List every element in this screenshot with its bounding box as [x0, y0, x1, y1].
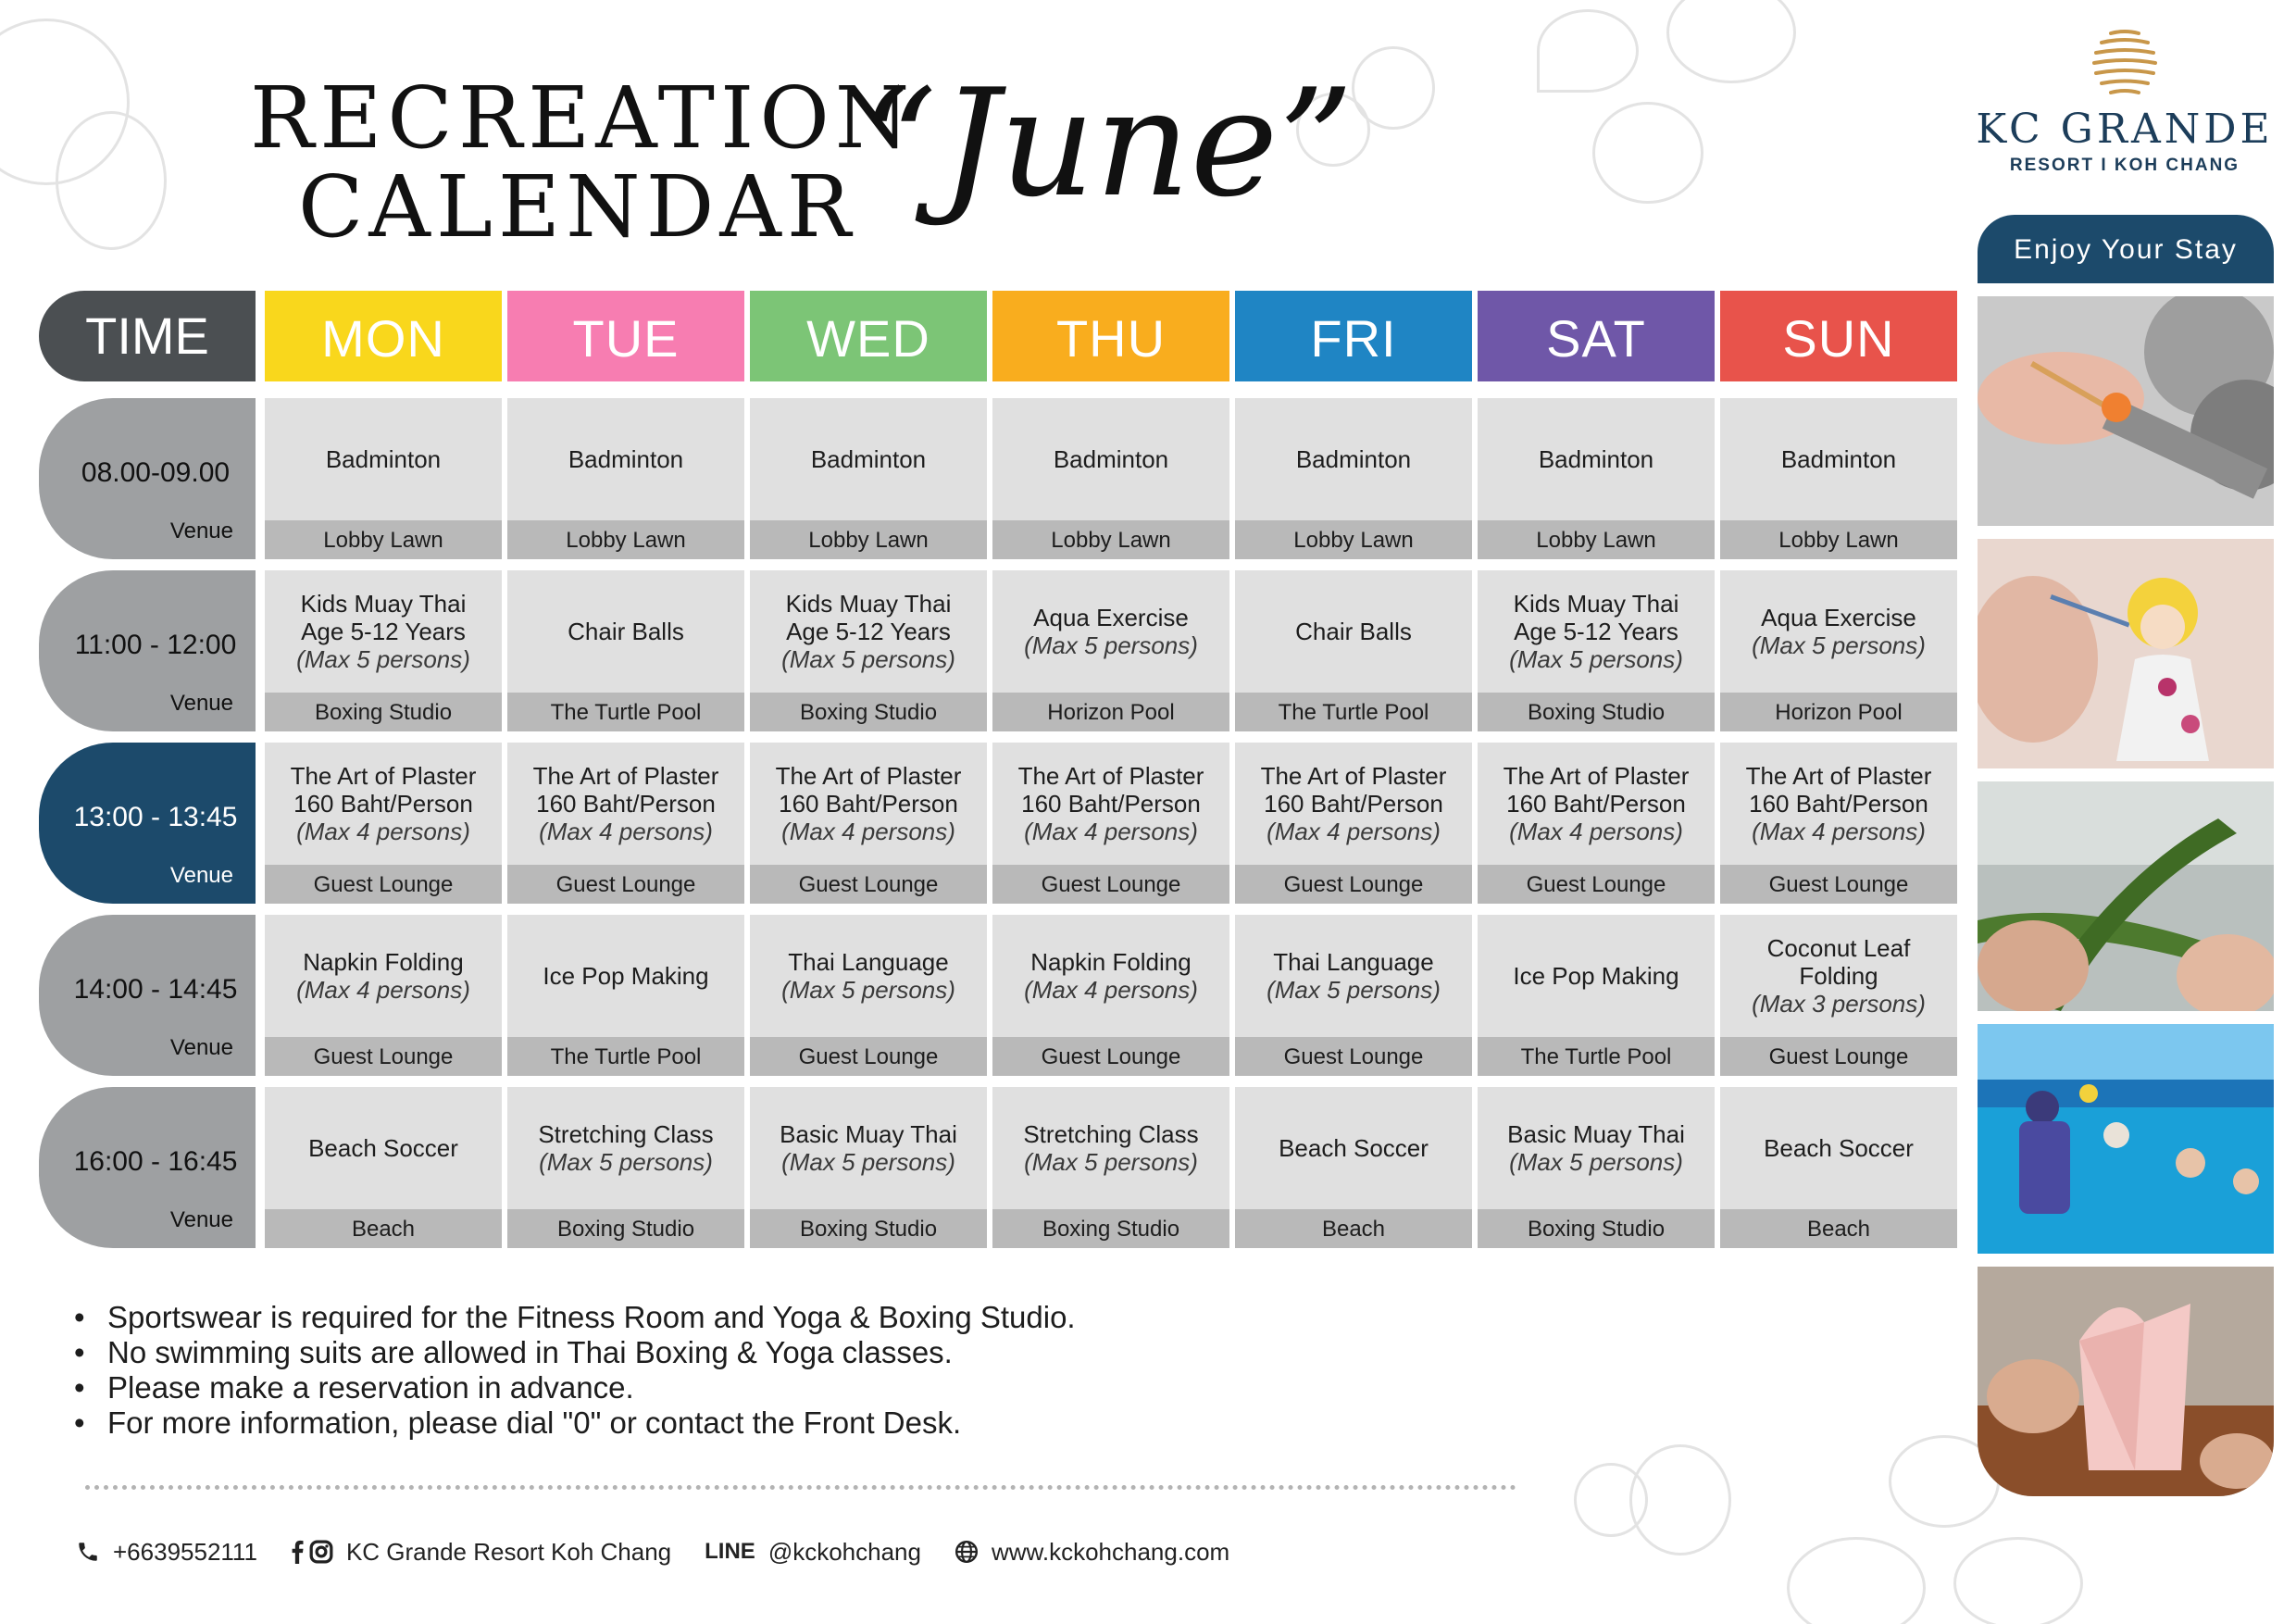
day-header-tue: TUE	[507, 291, 744, 381]
activity-name: Aqua Exercise	[1761, 604, 1916, 631]
activity-capacity: (Max 5 persons)	[781, 976, 955, 1004]
activity-name: Napkin Folding	[1030, 948, 1192, 976]
venue-label: Venue	[169, 691, 233, 716]
activity-cell-thu	[992, 1087, 1229, 1248]
day-header-wed: WED	[750, 291, 987, 381]
activity-name: Age 5-12 Years	[301, 618, 466, 645]
note-item: • For more information, please dial "0" or contact the Front Desk.	[70, 1405, 1076, 1441]
activity-info	[992, 1087, 1229, 1209]
activity-venue: Guest Lounge	[1478, 865, 1715, 904]
activity-venue: Guest Lounge	[1720, 865, 1957, 904]
activity-cell-sat	[1478, 398, 1715, 559]
activity-cell-sun	[1720, 570, 1957, 731]
activity-name: 160 Baht/Person	[1021, 790, 1201, 818]
activity-venue: Guest Lounge	[1235, 865, 1472, 904]
activity-info	[992, 743, 1229, 865]
activity-venue: Guest Lounge	[750, 865, 987, 904]
venue-label: Venue	[169, 1035, 233, 1060]
activity-name: Badminton	[1053, 445, 1169, 473]
time-slot	[39, 1087, 256, 1248]
decorative-flower	[1592, 102, 1703, 204]
activity-capacity: (Max 4 persons)	[539, 818, 713, 845]
activity-cell-sun	[1720, 398, 1957, 559]
activity-name: Coconut Leaf	[1766, 934, 1911, 962]
venue-label: Venue	[169, 518, 233, 543]
activity-name: Ice Pop Making	[543, 962, 709, 990]
activity-venue: The Turtle Pool	[507, 1037, 744, 1076]
activity-cell-wed	[750, 743, 987, 904]
activity-info	[992, 915, 1229, 1037]
line-id: @kckohchang	[767, 1537, 921, 1566]
activity-name: Beach Soccer	[1279, 1134, 1429, 1162]
activity-cell-tue	[507, 570, 744, 731]
activity-name: Badminton	[1538, 445, 1654, 473]
activity-venue: The Turtle Pool	[507, 693, 744, 731]
activity-capacity: (Max 4 persons)	[1024, 818, 1198, 845]
activity-info	[265, 570, 502, 693]
decorative-flower	[1537, 9, 1639, 93]
activity-venue: Lobby Lawn	[1235, 520, 1472, 559]
activity-venue: Beach	[265, 1209, 502, 1248]
activity-venue: Guest Lounge	[507, 865, 744, 904]
activity-capacity: (Max 4 persons)	[781, 818, 955, 845]
activity-cell-tue	[507, 743, 744, 904]
photo-aqua-exercise	[1978, 1024, 2274, 1254]
time-slot	[39, 570, 256, 731]
activity-name: Ice Pop Making	[1513, 962, 1679, 990]
venue-label: Venue	[169, 1207, 233, 1232]
activity-info	[1720, 570, 1957, 693]
activity-cell-mon	[265, 398, 502, 559]
globe-icon	[955, 1540, 979, 1564]
activity-venue: Guest Lounge	[1720, 1037, 1957, 1076]
activity-venue: Boxing Studio	[507, 1209, 744, 1248]
activity-venue: Guest Lounge	[992, 865, 1229, 904]
day-header-thu: THU	[992, 291, 1229, 381]
activity-name: Kids Muay Thai	[300, 590, 467, 618]
activity-capacity: (Max 4 persons)	[1752, 818, 1926, 845]
brand-block	[1972, 28, 2277, 176]
activity-capacity: (Max 5 persons)	[781, 645, 955, 673]
note-item: • Sportswear is required for the Fitness Room and Yoga & Boxing Studio.	[70, 1300, 1076, 1335]
website-url: www.kckohchang.com	[991, 1537, 1230, 1566]
activity-cell-sat	[1478, 1087, 1715, 1248]
activity-info	[265, 398, 502, 520]
activity-venue: Boxing Studio	[750, 693, 987, 731]
activity-info	[750, 1087, 987, 1209]
time-slot-label: 13:00 - 13:45	[73, 802, 238, 832]
activity-cell-wed	[750, 570, 987, 731]
activity-name: 160 Baht/Person	[1749, 790, 1928, 818]
activity-name: 160 Baht/Person	[536, 790, 716, 818]
line-label: LINE	[705, 1539, 755, 1564]
activity-venue: Horizon Pool	[992, 693, 1229, 731]
phone-contact[interactable]	[76, 1538, 257, 1567]
note-item: • No swimming suits are allowed in Thai Boxing & Yoga classes.	[70, 1335, 1076, 1370]
time-slot-label: 08.00-09.00	[81, 457, 231, 488]
activity-cell-fri	[1235, 570, 1472, 731]
photo-napkin-folding	[1978, 1267, 2274, 1496]
activity-venue: Guest Lounge	[265, 865, 502, 904]
brand-subtitle: RESORT I KOH CHANG	[2009, 156, 2240, 175]
decorative-flower	[1953, 1537, 2083, 1624]
activity-info	[1720, 1087, 1957, 1209]
activity-capacity: (Max 5 persons)	[296, 645, 470, 673]
activity-name: The Art of Plaster	[1017, 762, 1204, 790]
title-line-1: RECREATION	[250, 69, 916, 168]
photo-plaster-painting	[1978, 539, 2274, 768]
activity-cell-sat	[1478, 743, 1715, 904]
activity-name: Chair Balls	[1295, 618, 1412, 645]
activity-name: Basic Muay Thai	[1507, 1120, 1685, 1148]
activity-info	[1235, 570, 1472, 693]
activity-name: Age 5-12 Years	[1514, 618, 1678, 645]
activity-cell-tue	[507, 1087, 744, 1248]
activity-cell-mon	[265, 915, 502, 1076]
activity-venue: Beach	[1720, 1209, 1957, 1248]
activity-venue: Guest Lounge	[992, 1037, 1229, 1076]
activity-name: The Art of Plaster	[290, 762, 477, 790]
activity-cell-fri	[1235, 398, 1472, 559]
activity-info	[1478, 1087, 1715, 1209]
time-slot-label: 16:00 - 16:45	[73, 1146, 238, 1177]
activity-name: The Art of Plaster	[775, 762, 962, 790]
activity-info	[1720, 915, 1957, 1037]
activity-info	[1235, 398, 1472, 520]
time-column-header: TIME	[39, 291, 256, 381]
day-header-fri: FRI	[1235, 291, 1472, 381]
activity-name: 160 Baht/Person	[1264, 790, 1443, 818]
activity-venue: The Turtle Pool	[1478, 1037, 1715, 1076]
activity-venue: Lobby Lawn	[992, 520, 1229, 559]
activity-info	[1235, 1087, 1472, 1209]
activity-name: Basic Muay Thai	[780, 1120, 957, 1148]
enjoy-your-stay-banner: Enjoy Your Stay	[1978, 215, 2274, 283]
activity-info	[750, 743, 987, 865]
activity-name: Beach Soccer	[1764, 1134, 1914, 1162]
activity-name: Badminton	[810, 445, 927, 473]
phone-icon	[76, 1540, 100, 1564]
activity-venue: Boxing Studio	[750, 1209, 987, 1248]
activity-capacity: (Max 5 persons)	[539, 1148, 713, 1176]
activity-cell-thu	[992, 570, 1229, 731]
instagram-icon	[309, 1540, 333, 1564]
activity-capacity: (Max 5 persons)	[781, 1148, 955, 1176]
activity-venue: Boxing Studio	[265, 693, 502, 731]
activity-cell-wed	[750, 1087, 987, 1248]
activity-name: 160 Baht/Person	[1506, 790, 1686, 818]
activity-info	[1478, 915, 1715, 1037]
activity-name: Beach Soccer	[308, 1134, 458, 1162]
activity-info	[750, 570, 987, 693]
activity-name: Thai Language	[788, 948, 949, 976]
activity-name: Napkin Folding	[303, 948, 464, 976]
time-slot	[39, 915, 256, 1076]
activity-cell-sun	[1720, 915, 1957, 1076]
photo-ice-pop	[1978, 296, 2274, 526]
website-link[interactable]	[955, 1538, 1229, 1567]
title-line-2: CALENDAR	[298, 157, 857, 256]
activity-cell-sat	[1478, 570, 1715, 731]
activity-info	[1235, 743, 1472, 865]
activity-cell-tue	[507, 915, 744, 1076]
activity-info	[265, 1087, 502, 1209]
activity-capacity: (Max 5 persons)	[1752, 631, 1926, 659]
activity-info	[1720, 743, 1957, 865]
activity-cell-fri	[1235, 915, 1472, 1076]
decorative-flower	[1629, 1444, 1731, 1555]
contact-bar	[76, 1533, 1263, 1570]
time-slot-label: 11:00 - 12:00	[74, 630, 237, 660]
activity-cell-wed	[750, 915, 987, 1076]
day-header-sun: SUN	[1720, 291, 1957, 381]
activity-venue: Lobby Lawn	[507, 520, 744, 559]
activity-name: 160 Baht/Person	[779, 790, 958, 818]
decorative-flower	[56, 111, 167, 250]
social-name: KC Grande Resort Koh Chang	[345, 1537, 672, 1566]
activity-venue: Horizon Pool	[1720, 693, 1957, 731]
activity-name: Badminton	[568, 445, 684, 473]
activity-cell-thu	[992, 743, 1229, 904]
brand-name: KC GRANDE	[1976, 106, 2274, 153]
activity-venue: The Turtle Pool	[1235, 693, 1472, 731]
activity-cell-sat	[1478, 915, 1715, 1076]
activity-cell-mon	[265, 570, 502, 731]
activity-name: Kids Muay Thai	[785, 590, 952, 618]
page-title	[250, 69, 916, 256]
activity-info	[1720, 398, 1957, 520]
activity-info	[265, 743, 502, 865]
time-slot-active	[39, 743, 256, 904]
activity-cell-fri	[1235, 1087, 1472, 1248]
activity-info	[507, 398, 744, 520]
activity-cell-mon	[265, 743, 502, 904]
line-contact[interactable]	[705, 1538, 921, 1567]
activity-name: The Art of Plaster	[1503, 762, 1690, 790]
activity-cell-sun	[1720, 743, 1957, 904]
activity-name: 160 Baht/Person	[293, 790, 473, 818]
day-header-mon: MON	[265, 291, 502, 381]
activity-info	[992, 570, 1229, 693]
activity-info	[750, 915, 987, 1037]
decorative-flower	[1787, 1537, 1926, 1624]
activity-venue: Lobby Lawn	[750, 520, 987, 559]
kc-grande-logo	[2085, 28, 2165, 98]
activity-capacity: (Max 4 persons)	[1267, 818, 1441, 845]
activity-cell-mon	[265, 1087, 502, 1248]
activity-info	[992, 398, 1229, 520]
activity-name: Badminton	[1295, 445, 1412, 473]
activity-venue: Lobby Lawn	[1478, 520, 1715, 559]
social-contact[interactable]	[291, 1538, 671, 1567]
activity-name: Age 5-12 Years	[786, 618, 951, 645]
activity-name: Aqua Exercise	[1033, 604, 1189, 631]
activity-capacity: (Max 5 persons)	[1509, 1148, 1683, 1176]
activity-capacity: (Max 4 persons)	[296, 976, 470, 1004]
dotted-divider	[85, 1485, 1516, 1490]
activity-info	[1478, 570, 1715, 693]
activity-venue: Lobby Lawn	[265, 520, 502, 559]
month-title: “June”	[861, 56, 1354, 230]
activity-capacity: (Max 5 persons)	[1024, 631, 1198, 659]
activity-venue: Beach	[1235, 1209, 1472, 1248]
activity-name: Badminton	[325, 445, 442, 473]
activity-venue: Guest Lounge	[265, 1037, 502, 1076]
activity-venue: Lobby Lawn	[1720, 520, 1957, 559]
activity-capacity: (Max 5 persons)	[1509, 645, 1683, 673]
activity-name: Stretching Class	[538, 1120, 714, 1148]
activity-name: The Art of Plaster	[1745, 762, 1932, 790]
activity-info	[507, 570, 744, 693]
activity-cell-fri	[1235, 743, 1472, 904]
activity-capacity: (Max 3 persons)	[1752, 990, 1926, 1018]
activity-name: Kids Muay Thai	[1513, 590, 1679, 618]
activity-cell-tue	[507, 398, 744, 559]
activity-name: The Art of Plaster	[532, 762, 719, 790]
day-header-sat: SAT	[1478, 291, 1715, 381]
activity-name: Chair Balls	[568, 618, 684, 645]
activity-info	[507, 1087, 744, 1209]
facebook-icon	[291, 1540, 304, 1564]
activity-info	[507, 915, 744, 1037]
activity-info	[507, 743, 744, 865]
time-slot-label: 14:00 - 14:45	[73, 974, 238, 1005]
activity-name: Badminton	[1780, 445, 1897, 473]
activity-venue: Guest Lounge	[750, 1037, 987, 1076]
activity-info	[1235, 915, 1472, 1037]
activity-venue: Guest Lounge	[1235, 1037, 1472, 1076]
venue-label: Venue	[169, 863, 233, 888]
activity-capacity: (Max 5 persons)	[1267, 976, 1441, 1004]
activity-info	[1478, 743, 1715, 865]
decorative-flower	[1666, 0, 1796, 83]
note-item: • Please make a reservation in advance.	[70, 1370, 1076, 1405]
photo-coconut-leaf-folding	[1978, 781, 2274, 1011]
activity-name: Folding	[1799, 962, 1878, 990]
activity-cell-thu	[992, 915, 1229, 1076]
activity-cell-wed	[750, 398, 987, 559]
activity-cell-sun	[1720, 1087, 1957, 1248]
time-slot	[39, 398, 256, 559]
activity-venue: Boxing Studio	[992, 1209, 1229, 1248]
notes-list	[70, 1300, 1076, 1441]
activity-info	[1478, 398, 1715, 520]
activity-venue: Boxing Studio	[1478, 1209, 1715, 1248]
activity-capacity: (Max 4 persons)	[296, 818, 470, 845]
activity-name: Stretching Class	[1023, 1120, 1199, 1148]
phone-number: +6639552111	[113, 1537, 257, 1566]
activity-name: Thai Language	[1273, 948, 1434, 976]
activity-info	[750, 398, 987, 520]
activity-name: The Art of Plaster	[1260, 762, 1447, 790]
activity-cell-thu	[992, 398, 1229, 559]
activity-venue: Boxing Studio	[1478, 693, 1715, 731]
activity-capacity: (Max 4 persons)	[1509, 818, 1683, 845]
activity-capacity: (Max 4 persons)	[1024, 976, 1198, 1004]
activity-capacity: (Max 5 persons)	[1024, 1148, 1198, 1176]
activity-info	[265, 915, 502, 1037]
